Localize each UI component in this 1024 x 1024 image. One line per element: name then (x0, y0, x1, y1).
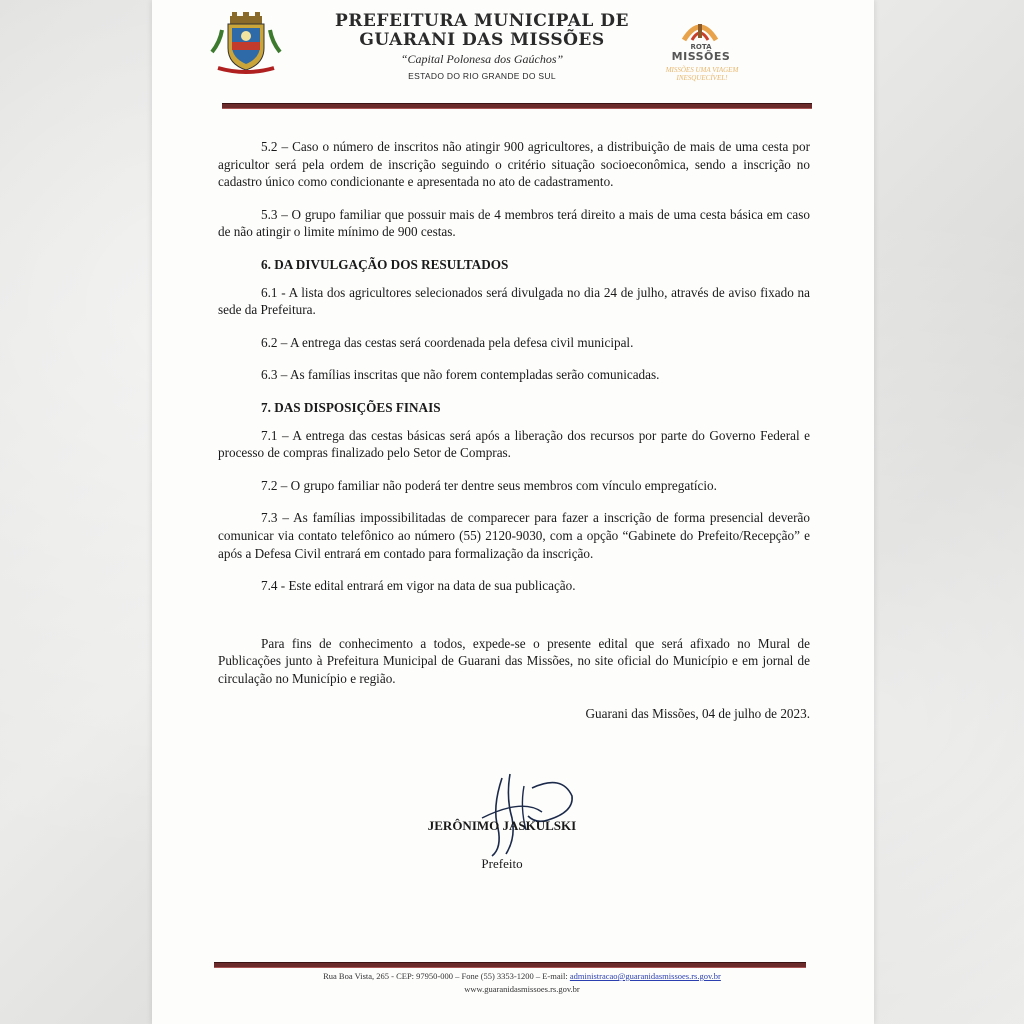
section-7-heading: 7. DAS DISPOSIÇÕES FINAIS (261, 399, 441, 415)
rota-missoes-brand (666, 42, 736, 62)
letterhead-motto: “Capital Polonesa dos Gaúchos” (400, 52, 564, 66)
signatory-name: JERÔNIMO JASKULSKI (427, 818, 577, 833)
rota-tagline: MISSÕES UMA VIAGEM INESQUECÍVEL! (665, 66, 739, 82)
clause-7-2: 7.2 – O grupo familiar não poderá ter dentre seus membros com vínculo empregatício. (261, 477, 717, 493)
clause-6-2: 6.2 – A entrega das cestas será coordenada pela defesa civil municipal. (261, 334, 634, 350)
rota-label: ROTA (690, 43, 712, 51)
clause-6-1: 6.1 - A lista dos agricultores selecionados será divulgada no dia 24 de julho, através de aviso fixado na sede da Prefeitura. (218, 284, 810, 318)
footer-divider (214, 962, 806, 968)
clause-7-1: 7.1 – A entrega das cestas básicas será após a liberação dos recursos por parte do Governo Federal e processo de compras finalizado pelo Setor de Compras. (218, 427, 810, 461)
footer-contact-line (232, 970, 812, 983)
footer (232, 970, 812, 996)
footer-website[interactable]: www.guaranidasmissoes.rs.gov.br (464, 984, 580, 994)
clause-7-4: 7.4 - Este edital entrará em vigor na data de sua publicação. (261, 578, 576, 594)
clause-5-3: 5.3 – O grupo familiar que possuir mais de 4 membros terá direito a mais de uma cesta básica em caso de não atingir o limite mínimo de 900 cestas. (218, 206, 810, 240)
rota-missoes-logo (656, 18, 748, 84)
letterhead-state: ESTADO DO RIO GRANDE DO SUL (408, 71, 556, 81)
letterhead (302, 12, 662, 81)
clause-7-3: 7.3 – As famílias impossibilitadas de comparecer para fazer a inscrição de forma presencial deverão comunicar via contato telefônico ao número (55) 2120-9030, com a opção “Gabinete do Prefeito/Recepção” e após a Defesa Civil entrará em contado para formalização da inscrição. (218, 510, 810, 561)
letterhead-title-line1: PREFEITURA MUNICIPAL DE (335, 11, 629, 31)
signatory-title: Prefeito (481, 856, 523, 871)
header-divider (222, 103, 812, 109)
clause-6-3: 6.3 – As famílias inscritas que não forem contempladas serão comunicadas. (261, 367, 660, 383)
closing-statement: Para fins de conhecimento a todos, expede-se o presente edital que será afixado no Mural de Publicações junto à Prefeitura Municipal de Guarani das Missões, no site oficial do Município e em jornal de circulação no Município e região. (218, 635, 810, 686)
document-date: Guarani das Missões, 04 de julho de 2023. (585, 706, 810, 722)
letterhead-title-line2: GUARANI DAS MISSÕES (359, 30, 605, 50)
document-body (218, 138, 810, 723)
municipal-crest-logo (210, 12, 282, 76)
clause-5-2: 5.2 – Caso o número de inscritos não atingir 900 agricultores, a distribuição de mais de uma cesta por agricultor será pela ordem de inscrição seguindo o critério situação socioeconômica, sendo a inscrição no cadastro único como condicionante e apresentada no ato de cadastramento. (218, 139, 810, 190)
footer-email-link[interactable]: administracao@guaranidasmissoes.rs.gov.br (569, 971, 721, 981)
rota-missoes-emblem-icon (680, 18, 720, 42)
footer-address: Rua Boa Vista, 265 - CEP: 97950-000 – Fone (55) 3353-1200 – E-mail: (323, 971, 568, 981)
document-page (152, 0, 874, 1024)
missoes-label: MISSÕES (671, 50, 731, 63)
handwritten-signature (462, 768, 582, 858)
section-6-heading: 6. DA DIVULGAÇÃO DOS RESULTADOS (261, 256, 509, 272)
